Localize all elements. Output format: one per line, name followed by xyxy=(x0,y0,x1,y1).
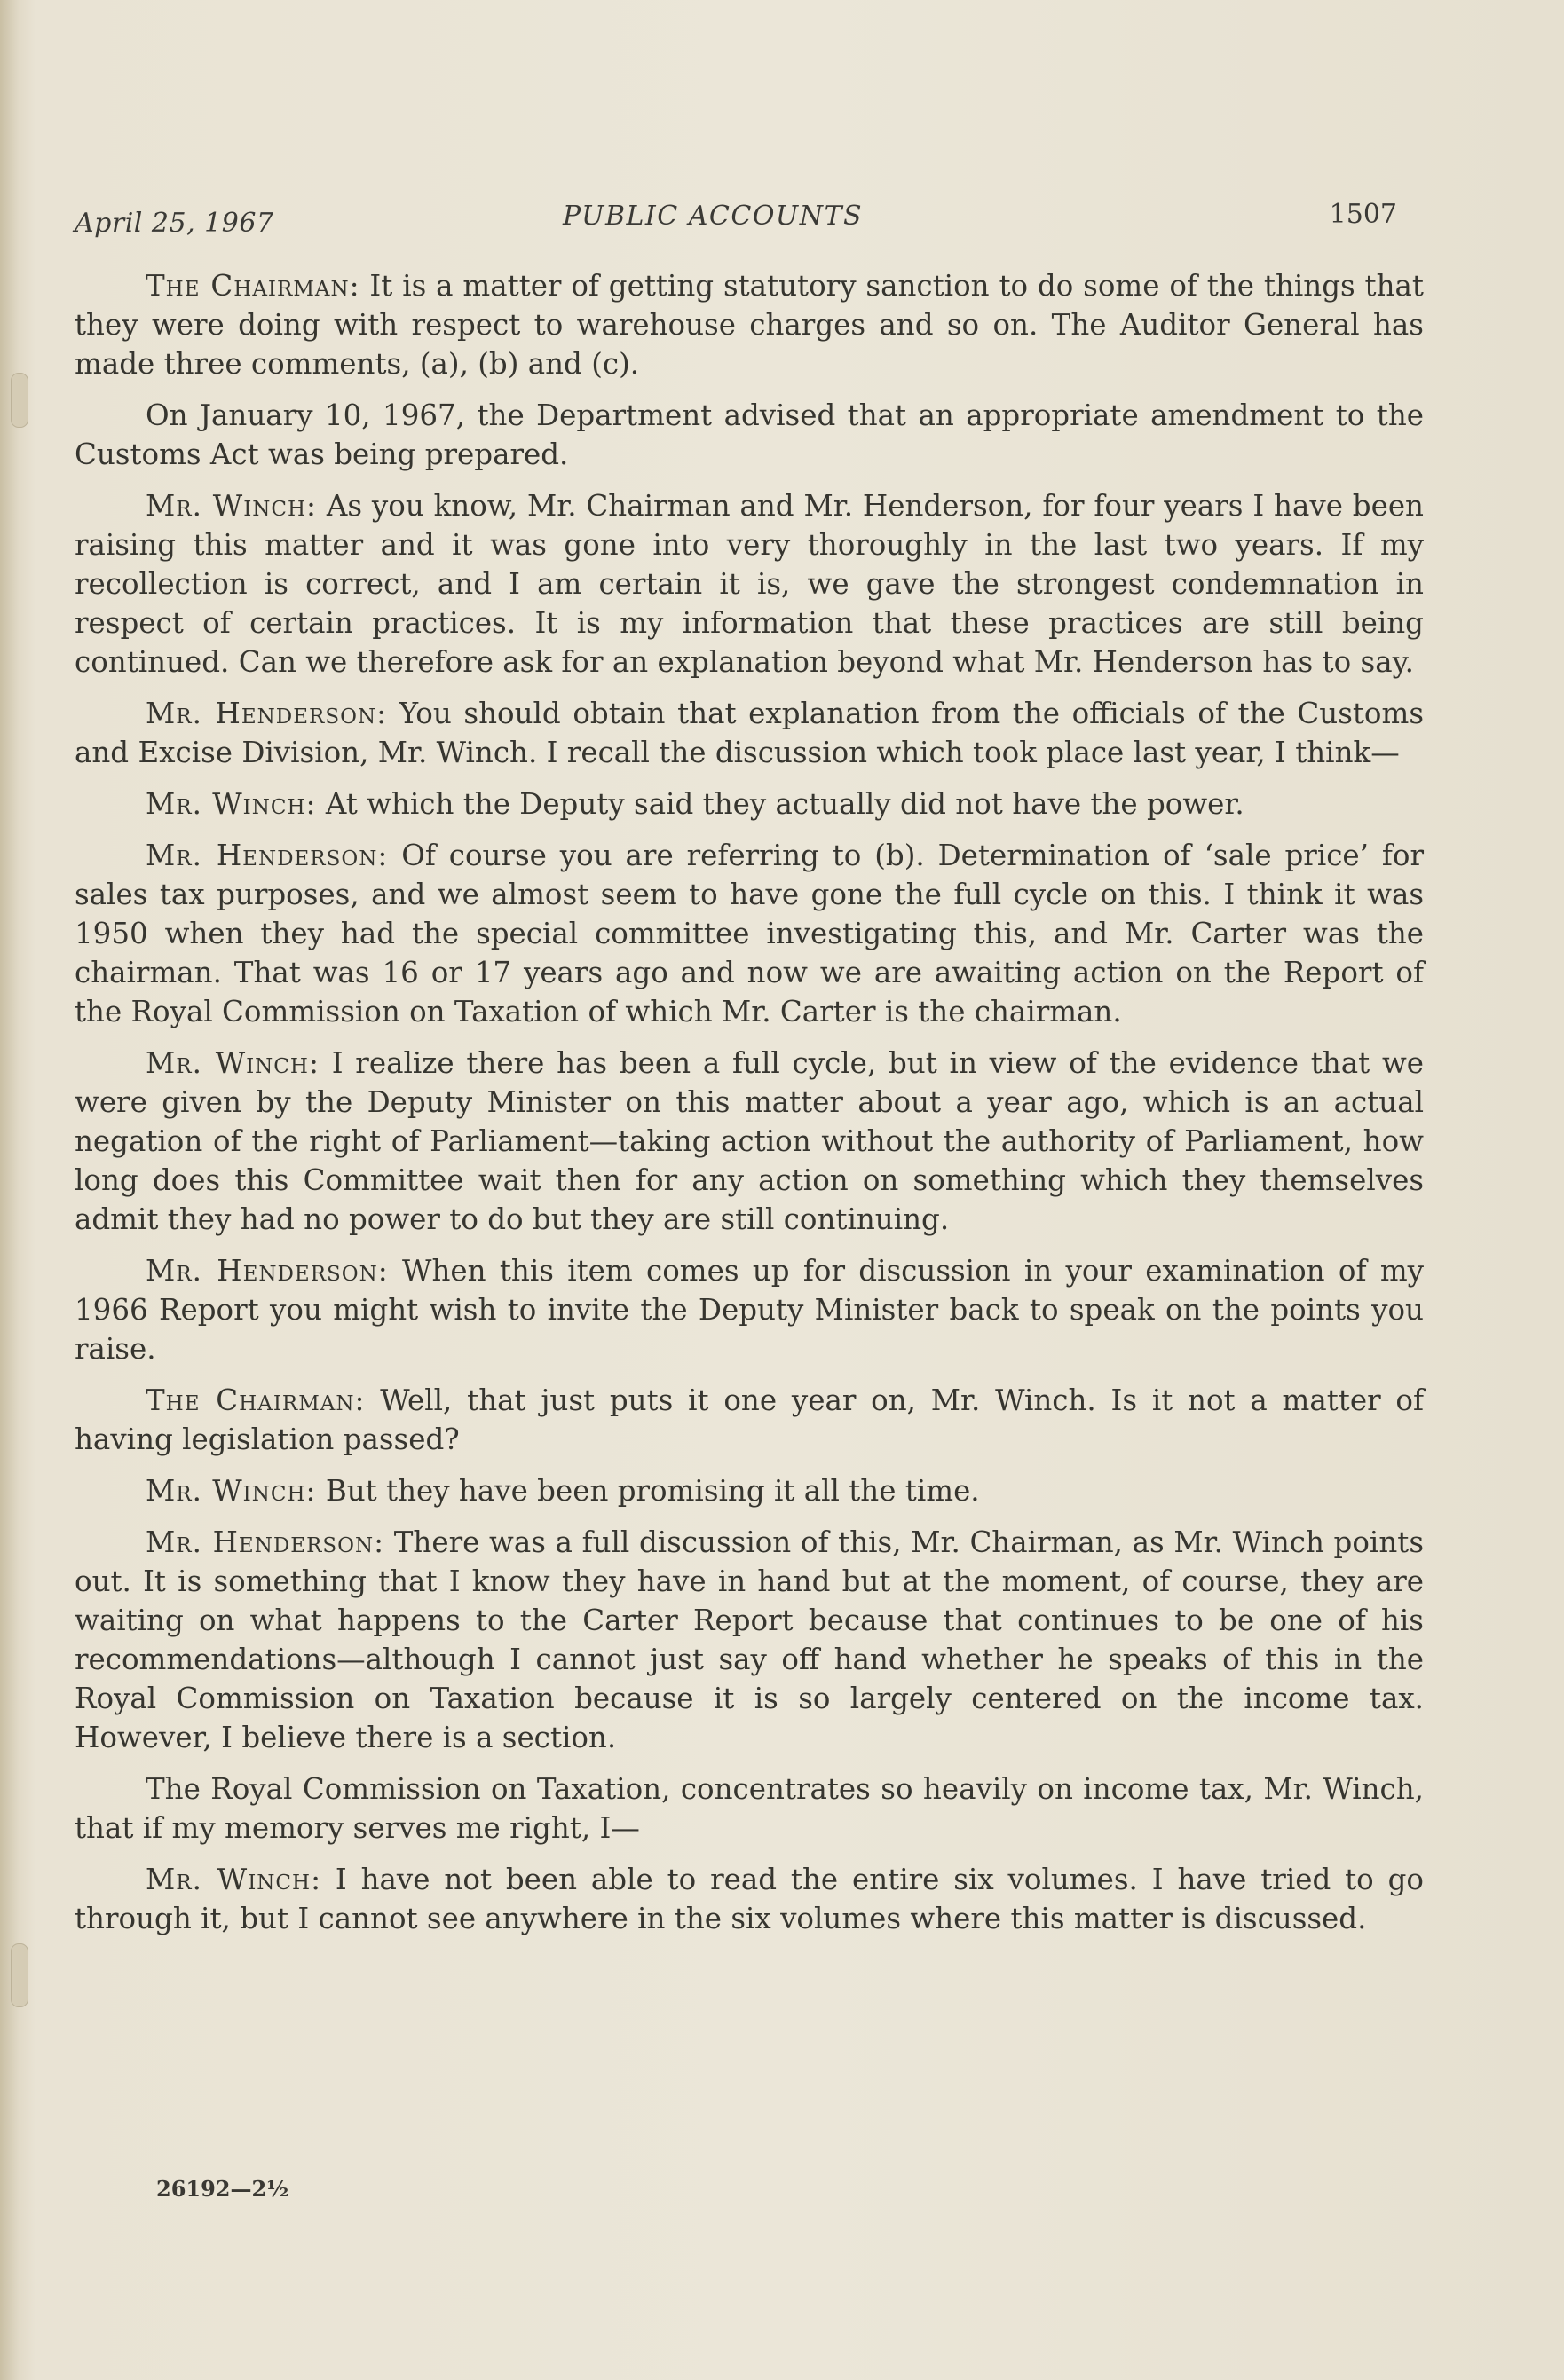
speaker-name: The Chairman: xyxy=(146,1383,366,1417)
speaker-name: Mr. Winch: xyxy=(146,1474,317,1508)
paragraph-text: Of course you are referring to (b). Determination of ‘sale price’ for sales tax purposes, and we almost seem to have gone the full cycle on this. I think it was 1950 when they had the special committee investigating this, and Mr. Carter was the chairman. That was 16 or 17 years ago and now we are awaiting action on the Report of the Royal Commission on Taxation of which Mr. Carter is the chairman. xyxy=(75,839,1425,1028)
paragraph xyxy=(75,1523,1424,1757)
binding-mark xyxy=(11,1943,28,2007)
page-binding-edge xyxy=(0,0,20,2380)
paragraph-text: The Royal Commission on Taxation, concentrates so heavily on income tax, Mr. Winch, that if my memory serves me right, I— xyxy=(75,1772,1424,1845)
speaker-name: Mr. Henderson: xyxy=(146,697,388,730)
paragraph-text: You should obtain that explanation from the officials of the Customs and Excise Division, Mr. Winch. I recall the discussion which took place last year, I think— xyxy=(75,697,1424,769)
speaker-name: Mr. Henderson: xyxy=(146,839,389,872)
page-number: 1507 xyxy=(1329,199,1397,230)
paragraph xyxy=(75,694,1424,772)
speaker-name: Mr. Winch: xyxy=(146,489,318,523)
speaker-name: Mr. Henderson: xyxy=(146,1525,385,1559)
paragraph-text: Well, that just puts it one year on, Mr. Winch. Is it not a matter of having legislation passed? xyxy=(75,1383,1424,1456)
paragraph-text: As you know, Mr. Chairman and Mr. Henderson, for four years I have been raising this matter and it was gone into very thoroughly in the last two years. If my recollection is correct, and I am certain it is, we gave the strongest condemnation in respect of certain practices. It is my information that these practices are still being continued. Can we therefore ask for an explanation beyond what Mr. Henderson has to say. xyxy=(75,489,1424,679)
speaker-name: Mr. Winch: xyxy=(146,1046,320,1080)
paragraph xyxy=(75,1860,1424,1938)
paragraph-text: When this item comes up for discussion in your examination of my 1966 Report you might wish to invite the Deputy Minister back to speak on the points you raise. xyxy=(75,1254,1425,1366)
paragraph xyxy=(75,1471,1424,1510)
paragraph-text: I have not been able to read the entire six volumes. I have tried to go through it, but I cannot see anywhere in the six volumes where this matter is discussed. xyxy=(75,1863,1424,1935)
paragraph xyxy=(75,1381,1424,1459)
paragraph xyxy=(75,396,1424,474)
speaker-name: Mr. Winch: xyxy=(146,1863,322,1896)
speaker-name: The Chairman: xyxy=(146,269,360,303)
header-title: PUBLIC ACCOUNTS xyxy=(563,201,864,232)
paragraph xyxy=(75,1769,1424,1848)
printer-signature-code: 26192—2½ xyxy=(156,2176,289,2202)
paragraph xyxy=(75,1044,1424,1239)
speaker-name: Mr. Henderson: xyxy=(146,1254,389,1288)
binding-mark xyxy=(11,373,28,428)
paragraph-text: I realize there has been a full cycle, but in view of the evidence that we were given by the Deputy Minister on this matter about a year ago, which is an actual negation of the right of Parliament—taking action without the authority of Parliament, how long does this Committee wait then for any action on something which they themselves admit they had no power to do but they are still continuing. xyxy=(75,1046,1424,1236)
header-date: April 25, 1967 xyxy=(75,208,274,239)
paragraph-text: There was a full discussion of this, Mr. Chairman, as Mr. Winch points out. It is something that I know they have in hand but at the moment, of course, they are waiting on what happens to the Carter Report because that continues to be one of his recommendations—although I cannot just say off hand whether he speaks of this in the Royal Commission on Taxation because it is so largely centered on the income tax. However, I believe there is a section. xyxy=(75,1525,1424,1754)
running-header xyxy=(75,201,1397,245)
paragraph-text: On January 10, 1967, the Department advised that an appropriate amendment to the Customs Act was being prepared. xyxy=(75,398,1424,471)
speaker-name: Mr. Winch: xyxy=(146,787,317,821)
paragraph-text: But they have been promising it all the time. xyxy=(316,1474,980,1508)
paragraph xyxy=(75,1251,1424,1368)
paragraph xyxy=(75,784,1424,824)
paragraph-text: At which the Deputy said they actually did not have the power. xyxy=(316,787,1244,821)
paragraph xyxy=(75,266,1424,383)
paragraph-text: It is a matter of getting statutory sanction to do some of the things that they were doing with respect to warehouse charges and so on. The Auditor General has made three comments, (a), (b) and (c). xyxy=(75,269,1424,381)
paragraph xyxy=(75,836,1424,1031)
transcript-body xyxy=(75,266,1424,1950)
paragraph xyxy=(75,486,1424,682)
